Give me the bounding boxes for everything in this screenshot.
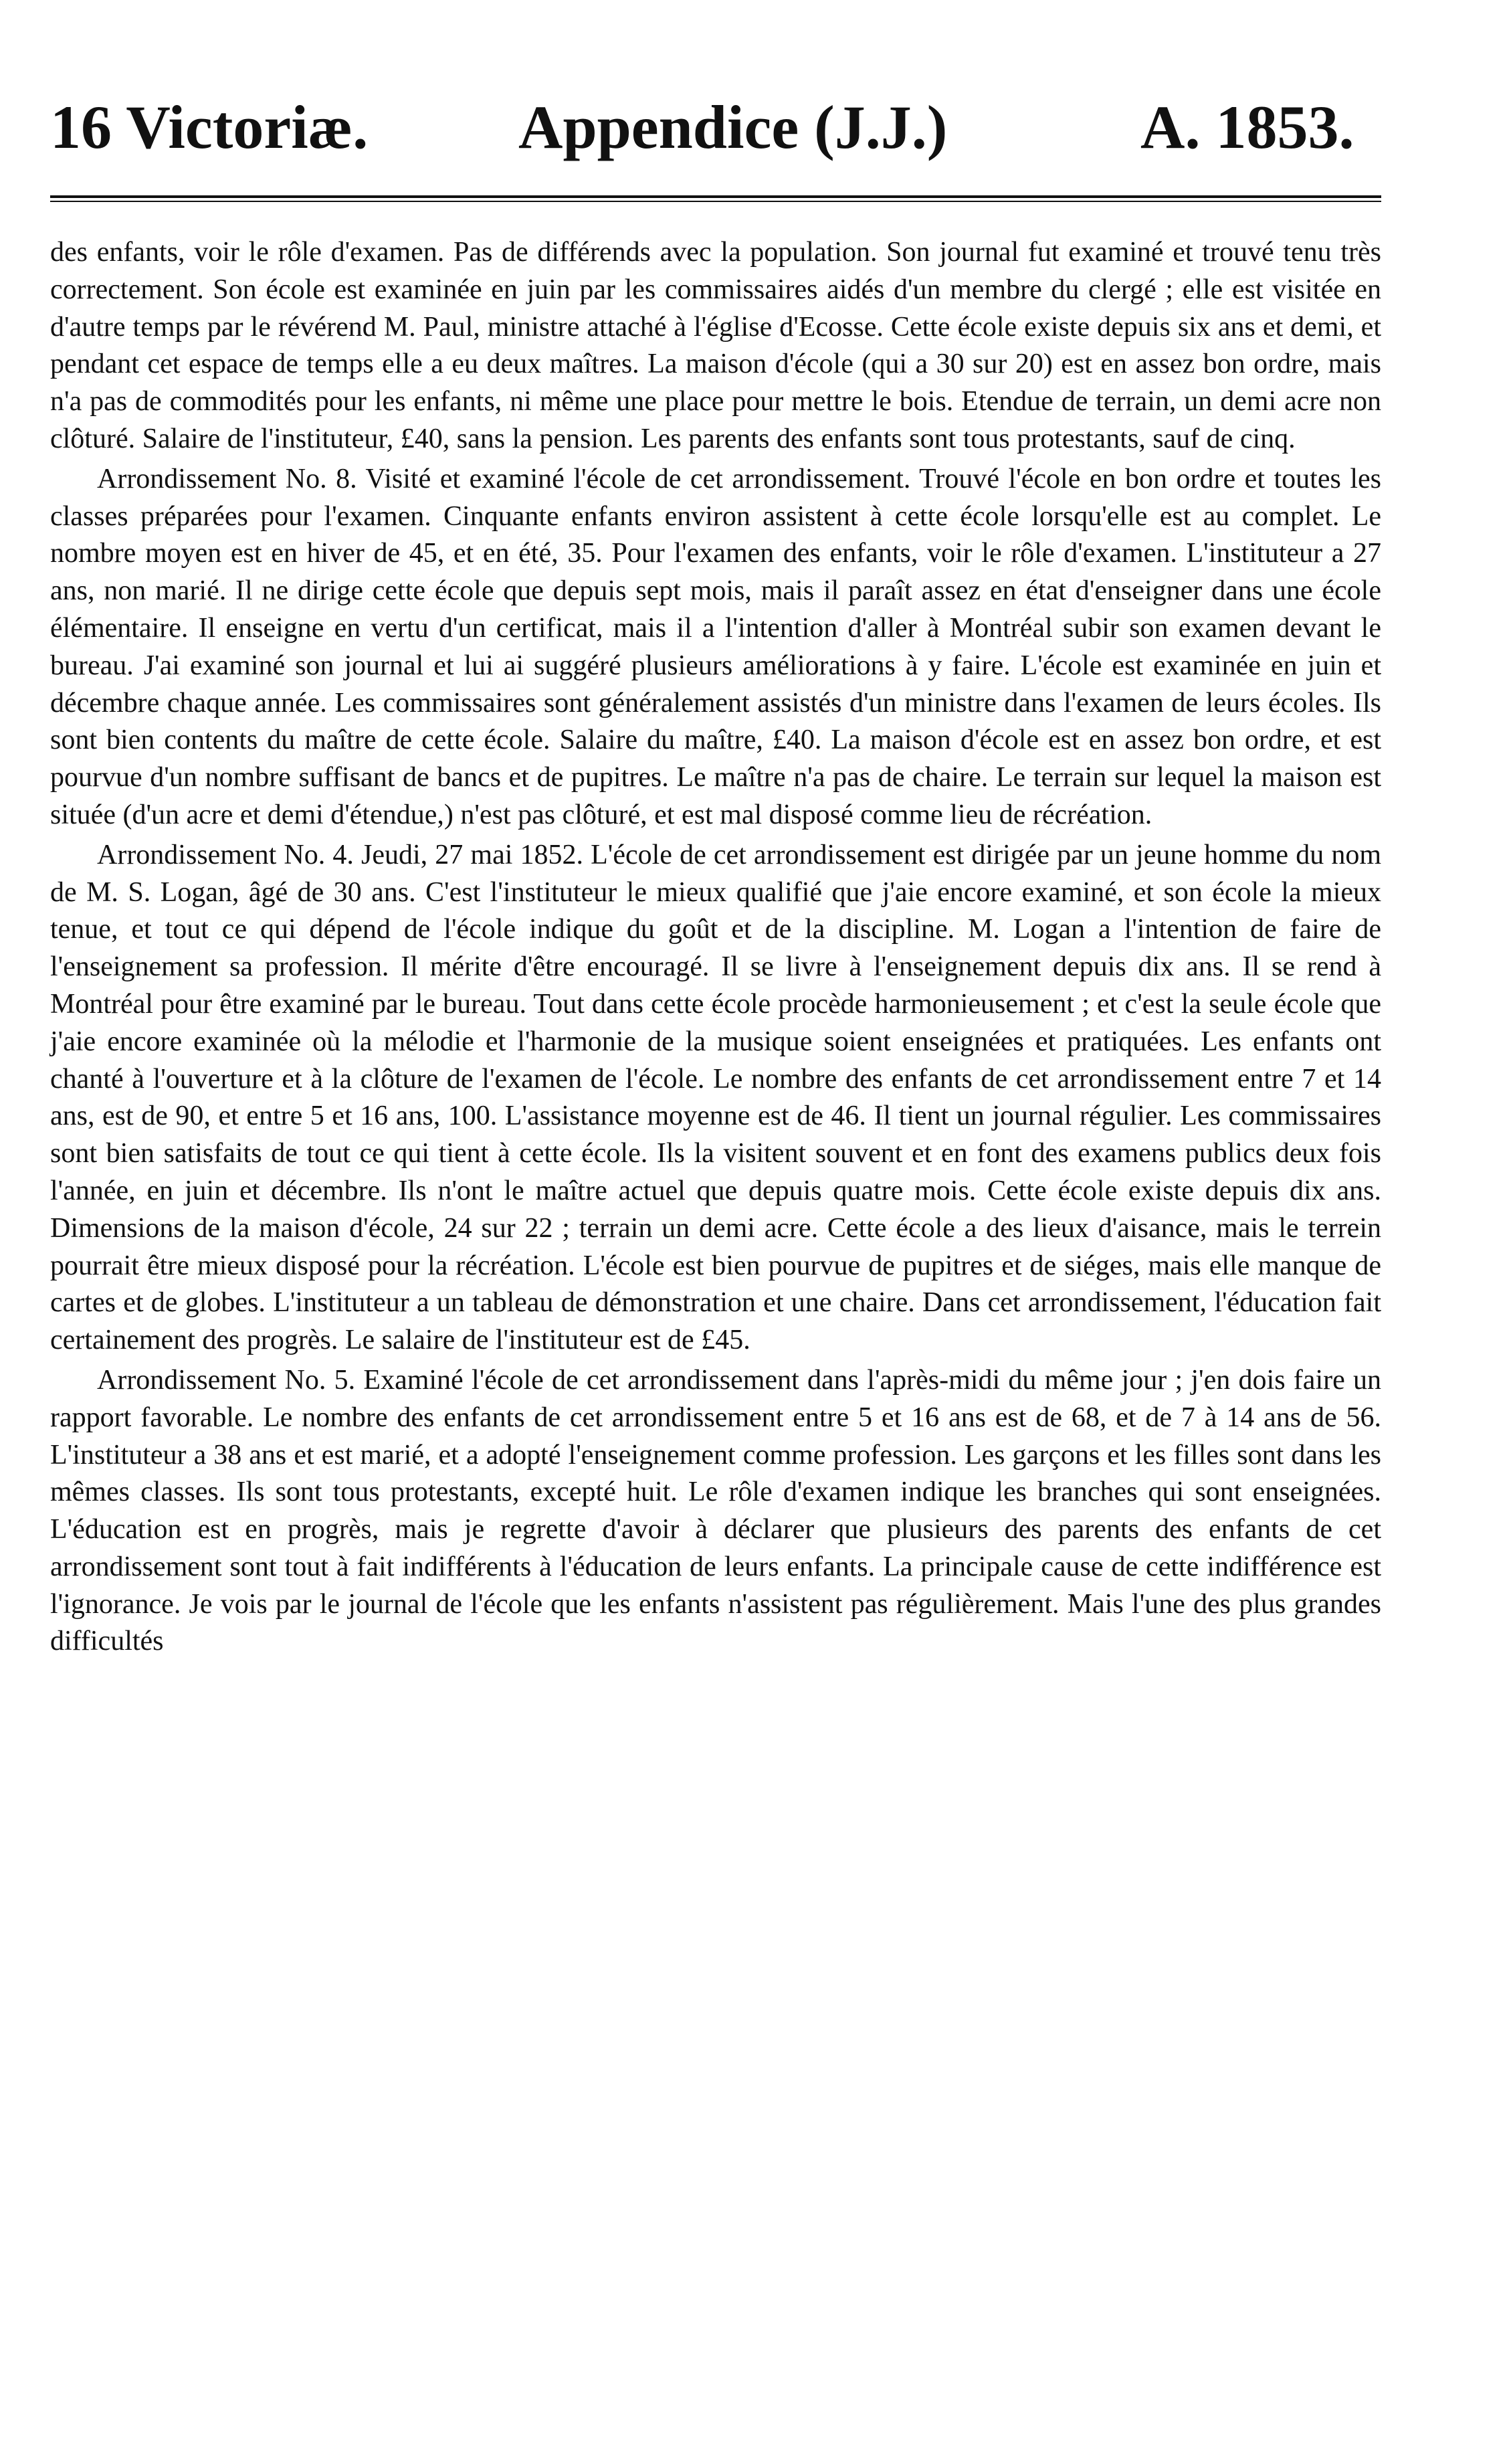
header-year: A. 1853.: [1140, 93, 1354, 161]
body-text: [50, 234, 1381, 1663]
paragraph-continuation: des enfants, voir le rôle d'examen. Pas de différends avec la population. Son journal fut examiné et trouvé tenu très correctement. Son école est examinée en juin par les commissaires aidés d'un membre du clergé ; elle est visitée en d'autre temps par le révérend M. Paul, ministre attaché à l'église d'Ecosse. Cette école existe depuis six ans et demi, et pendant cet espace de temps elle a eu deux maîtres. La maison d'école (qui a 30 sur 20) est en assez bon ordre, mais n'a pas de commodités pour les enfants, ni même une place pour mettre le bois. Etendue de terrain, un demi acre non clôturé. Salaire de l'instituteur, £40, sans la pension. Les parents des enfants sont tous protestants, sauf de cinq.: [50, 237, 1381, 454]
paragraph-arrondissement-4: Arrondissement No. 4. Jeudi, 27 mai 1852. L'école de cet arrondissement est dirigée par un jeune homme du nom de M. S. Logan, âgé de 30 ans. C'est l'instituteur le mieux qualifié que j'aie encore examiné, et son école la mieux tenue, et tout ce qui dépend de l'école indique du goût et de la discipline. M. Logan a l'intention de faire de l'enseignement sa profession. Il mérite d'être encouragé. Il se livre à l'enseignement depuis dix ans. Il se rend à Montréal pour être examiné par le bureau. Tout dans cette école procède harmonieusement ; et c'est la seule école que j'aie encore examinée où la mélodie et l'harmonie de la musique soient enseignées et pratiquées. Les enfants ont chanté à l'ouverture et à la clôture de l'examen de l'école. Le nombre des enfants de cet arrondissement entre 7 et 14 ans, est de 90, et entre 5 et 16 ans, 100. L'assistance moyenne est de 46. Il tient un journal régulier. Les commissaires sont bien satisfaits de tout ce qui tient à cette école. Ils la visitent souvent et en font des examens publics deux fois l'année, en juin et décembre. Ils n'ont le maître actuel que depuis quatre mois. Cette école existe depuis dix ans. Dimensions de la maison d'école, 24 sur 22 ; terrain un demi acre. Cette école a des lieux d'aisance, mais le terrein pourrait être mieux disposé pour la récréation. L'école est bien pourvue de pupitres et de siéges, mais elle manque de cartes et de globes. L'instituteur a un tableau de démonstration et une chaire. Dans cet arrondissement, l'éducation fait certainement des progrès. Le salaire de l'instituteur est de £45.: [50, 839, 1381, 1356]
header-rule: [50, 195, 1381, 202]
paragraph-arrondissement-8: Arrondissement No. 8. Visité et examiné l'école de cet arrondissement. Trouvé l'école en bon ordre et toutes les classes préparées pour l'examen. Cinquante enfants environ assistent à cette école lorsqu'elle est au complet. Le nombre moyen est en hiver de 45, et en été, 35. Pour l'examen des enfants, voir le rôle d'examen. L'instituteur a 27 ans, non marié. Il ne dirige cette école que depuis sept mois, mais il paraît assez en état d'enseigner dans une école élémentaire. Il enseigne en vertu d'un certificat, mais il a l'intention d'aller à Montréal subir son examen devant le bureau. J'ai examiné son journal et lui ai suggéré plusieurs améliorations à y faire. L'école est examinée en juin et décembre chaque année. Les commissaires sont généralement assistés d'un ministre dans l'examen de leurs écoles. Ils sont bien contents du maître de cette école. Salaire du maître, £40. La maison d'école est en assez bon ordre, et est pourvue d'un nombre suffisant de bancs et de pupitres. Le maître n'a pas de chaire. Le terrain sur lequel la maison est située (d'un acre et demi d'étendue,) n'est pas clôturé, et est mal disposé comme lieu de récréation.: [50, 463, 1381, 830]
page-header: [50, 87, 1381, 167]
header-session: 16 Victoriæ.: [50, 93, 369, 161]
header-appendix: Appendice (J.J.): [518, 93, 948, 161]
paragraph-arrondissement-5: Arrondissement No. 5. Examiné l'école de cet arrondissement dans l'après-midi du même jour ; j'en dois faire un rapport favorable. Le nombre des enfants de cet arrondissement entre 5 et 16 ans est de 68, et de 7 à 14 ans de 56. L'instituteur a 38 ans et est marié, et a adopté l'enseignement comme profession. Les garçons et les filles sont dans les mêmes classes. Ils sont tous protestants, excepté huit. Le rôle d'examen indique les branches qui sont enseignées. L'éducation est en progrès, mais je regrette d'avoir à déclarer que plusieurs des parents des enfants de cet arrondissement sont tout à fait indifférents à l'éducation de leurs enfants. La principale cause de cette indifférence est l'ignorance. Je vois par le journal de l'école que les enfants n'assistent pas régulièrement. Mais l'une des plus grandes difficultés: [50, 1364, 1381, 1657]
